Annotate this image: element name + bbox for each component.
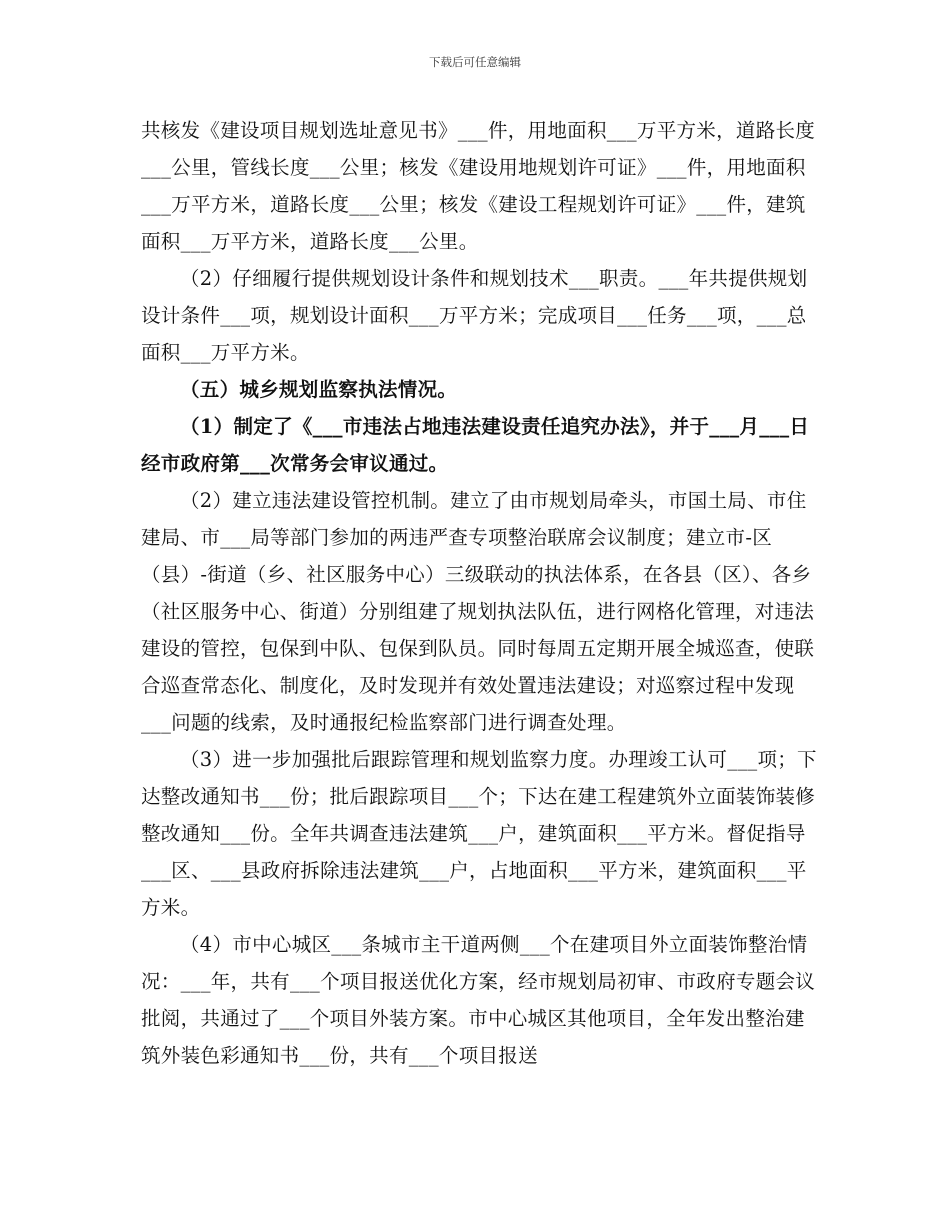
paragraph-7: （4）市中心城区___条城市主干道两侧___个在建项目外立面装饰整治情况：___年，共有___个项目报送优化方案，经市规划局初审、市政府专题会议批阅，共通过了___个项目外装方案。市中心城区其他项目，全年发出整治建筑外装色彩通知书___份，共有___个项目报送 <box>141 933 816 1067</box>
paragraph-1: 共核发《建设项目规划选址意见书》___件，用地面积___万平方米，道路长度___公里，管线长度___公里；核发《建设用地规划许可证》___件，用地面积___万平方米，道路长度___公里；核发《建设工程规划许可证》___件，建筑面积___万平方米，道路长度___公里。 <box>141 119 816 253</box>
paragraph-2: （2）仔细履行提供规划设计条件和规划技术___职责。___年共提供规划设计条件___项，规划设计面积___万平方米；完成项目___任务___项，___总面积___万平方米。 <box>141 267 808 364</box>
paragraph-5: （2）建立违法建设管控机制。建立了由市规划局牵头，市国土局、市住建局、市___局等部门参加的两违严查专项整治联席会议制度；建立市-区（县）-街道（乡、社区服务中心）三级联动的执法体系，在各县（区）、各乡（社区服务中心、街道）分别组建了规划执法队伍，进行网格化管理，对违法建设的管控，包保到中队、包保到队员。同时每周五定期开展全城巡查，使联合巡查常态化、制度化，及时发现并有效处置违法建设；对巡察过程中发现___问题的线索，及时通报纪检监察部门进行调查处理。 <box>141 489 815 734</box>
document-body <box>141 112 821 1074</box>
page-header: 下载后可任意编辑 <box>429 55 521 69</box>
paragraph-4: （1）制定了《___市违法占地违法建设责任追究办法》，并于___月___日经市政府第___次常务会审议通过。 <box>141 415 810 475</box>
section-heading: （五）城乡规划监察执法情况。 <box>180 378 458 401</box>
paragraph-6: （3）进一步加强批后跟踪管理和规划监察力度。办理竣工认可___项；下达整改通知书___份；批后跟踪项目___个；下达在建工程建筑外立面装饰装修整改通知___份。全年共调查违法建筑___户，建筑面积___平方米。督促指导___区、___县政府拆除违法建筑___户，占地面积___平方米，建筑面积___平方米。 <box>141 748 817 919</box>
